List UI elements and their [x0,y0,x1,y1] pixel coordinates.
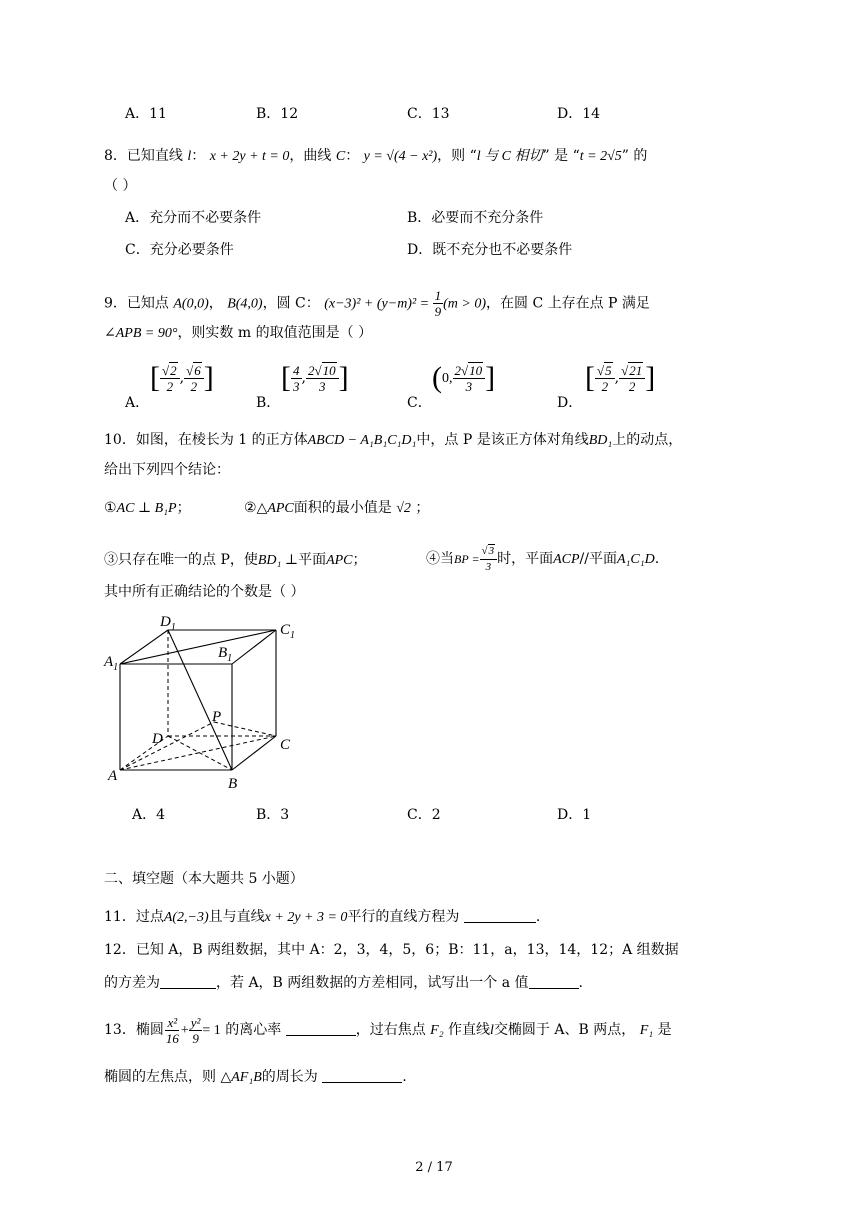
q10-conclusion-3: ③只存在唯一的点 P，使BD₁ ⊥平面APC； [104,552,367,568]
edge-BC [232,736,276,770]
label-P: P [212,709,222,725]
q7-option-d: D．14 [557,106,601,122]
q9-option-d-label: D． [557,395,583,411]
q10-conclusion-2: ②△APC面积的最小值是 √2 ； [244,500,430,516]
q13-eccentricity-blank[interactable] [286,1019,356,1036]
q12-a-value-blank[interactable] [529,972,579,989]
q10-conclusion-1: ①AC ⊥ B₁P； [104,500,191,516]
q9-fraction: $\frac{1}{9}$ [434,288,442,319]
label-A1: $A_1$ [104,654,119,673]
q10-stem: 10．如图，在棱长为 1 的正方体ABCD − A₁B₁C₁D₁中，点 P 是该正方体对角线BD₁上的动点， [104,432,683,448]
q7-option-a: A．11 [125,106,167,122]
cube-figure [100,612,300,792]
q9-option-a-interval: [ $\frac{√2}{2}$ , $\frac{√6}{2}$ ] [150,361,214,394]
q9-stem: 9．已知点 A(0,0)， B(4,0)，圆 C： (x−3)² + (y−m)² = $\frac{1}{9}$ (m > 0)，在圆 C 上存在点 P 满足 [104,288,650,319]
section-2-heading: 二、填空题（本大题共 5 小题） [104,871,304,887]
q9-option-d-interval: [ $\frac{√5}{2}$ , $\frac{√21}{2}$ ] [585,361,656,394]
q11-answer-blank[interactable] [464,906,536,923]
q13-line2: 椭圆的左焦点，则 △AF₁B的周长为 . [104,1066,407,1088]
q10-option-c: C．2 [407,807,441,823]
q13-line1: 13．椭圆 $\frac{\text{x²}}{16}$ + $\frac{\text{y²}}{9}$ = 1 的离心率 ，过右焦点 F₂ 作直线l交椭圆于 A、B 两点， F₁ 是 [104,1014,672,1046]
label-A: A [108,768,118,784]
q10-stem-line2: 给出下列四个结论： [104,462,230,478]
q8-option-d: D．既不充分也不必要条件 [407,242,573,258]
q8-stem: 8．已知直线 l： x + 2y + t = 0，曲线 C： y = √(4 − x²)，则 “l 与 C 相切” 是 “t = 2√5” 的 [104,148,648,164]
q7-option-c: C．13 [407,106,450,122]
label-B: B [228,776,238,792]
q12-variance-blank[interactable] [160,972,216,989]
q9-option-b-interval: [ $\frac{4}{3}$ , $\frac{2√10}{3}$ ] [281,361,349,394]
label-B1: $B_1$ [218,645,233,664]
q8-option-c: C．充分必要条件 [125,242,234,258]
q9-option-c-interval: (0, $\frac{2√10}{3}$ ] [432,361,496,394]
q8-answer-paren: （ ） [104,178,137,194]
seg-AP [120,722,214,770]
label-D1: $D_1$ [160,614,176,633]
q10-final-question: 其中所有正确结论的个数是（ ） [104,584,305,600]
page-number: 2 / 17 [415,1160,453,1175]
q13-perimeter-blank[interactable] [322,1066,402,1083]
q8-option-b: B．必要而不充分条件 [407,210,544,226]
q12-line1: 12．已知 A，B 两组数据，其中 A：2，3，4，5，6；B：11，a，13，14，12；A 组数据 [104,942,679,958]
q9-option-a-label: A． [125,395,150,411]
q11: 11．过点A(2,−3)且与直线x + 2y + 3 = 0平行的直线方程为 . [104,906,540,928]
label-C: C [280,737,291,753]
q9-option-c-label: C． [407,395,432,411]
q7-option-b: B．12 [256,106,299,122]
q10-option-b: B．3 [256,807,290,823]
q8-option-a: A．充分而不必要条件 [125,210,262,226]
q9-option-b-label: B． [256,395,281,411]
diag-DB [168,736,232,770]
seg-PC [214,722,276,736]
q12-line2: 的方差为 ，若 A，B 两组数据的方差相同，试写出一个 a 值 . [104,972,583,993]
q10-option-d: D．1 [557,807,592,823]
label-D: D [152,731,163,747]
q10-conclusion-4: ④当BP = $\frac{√3}{3}$ 时，平面ACP//平面A₁C₁D. [426,544,660,573]
q10-option-a: A．4 [132,807,166,823]
label-C1: $C_1$ [280,622,296,641]
q9-stem-line2: ∠APB = 90°，则实数 m 的取值范围是（ ） [104,325,373,341]
